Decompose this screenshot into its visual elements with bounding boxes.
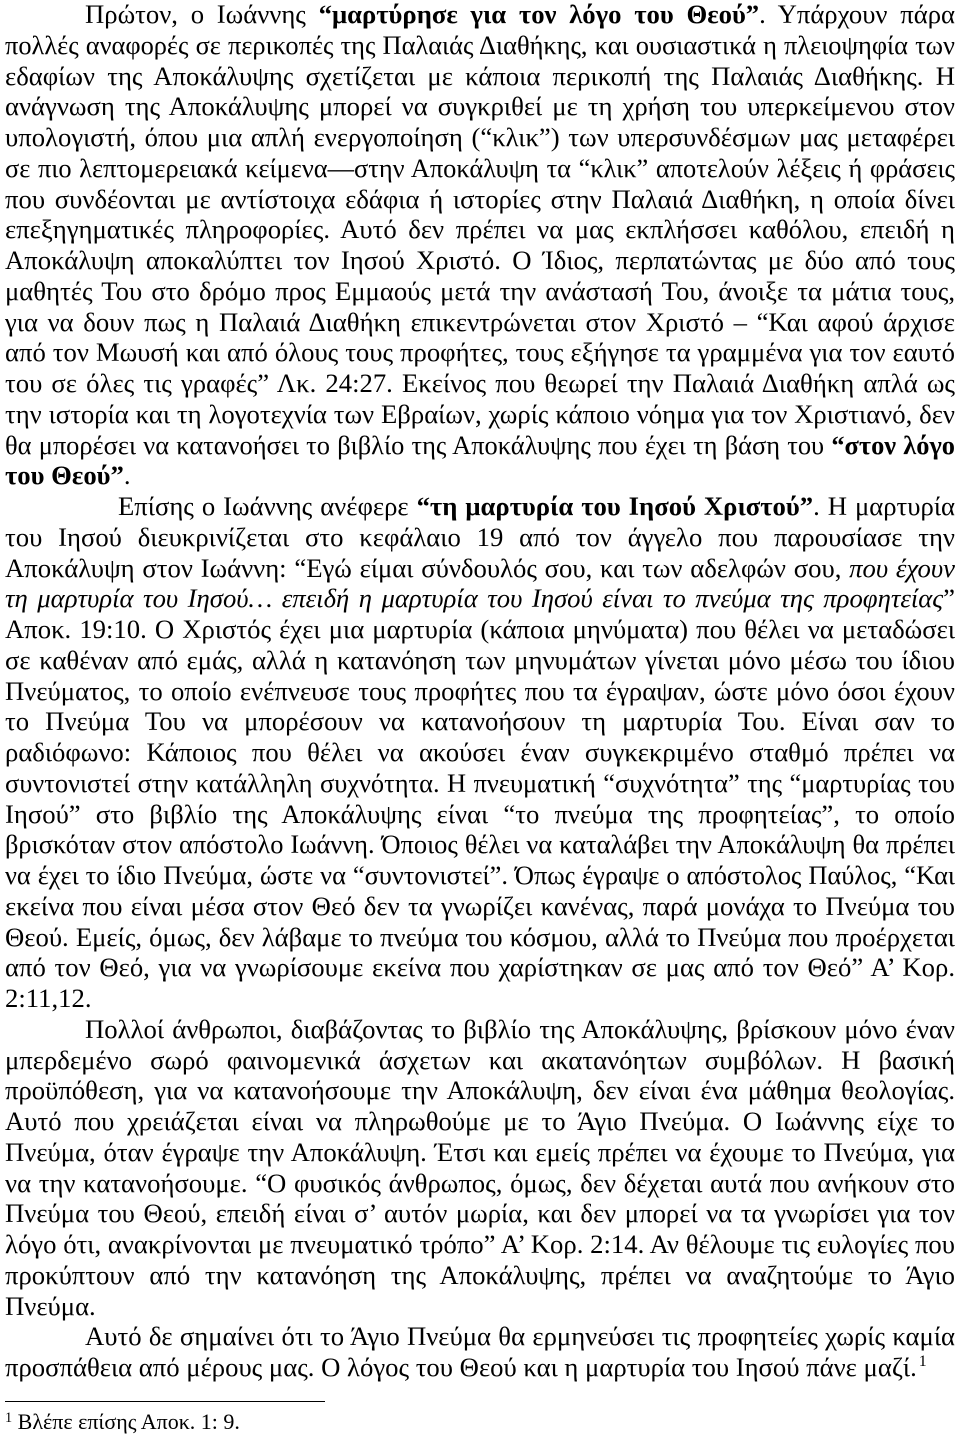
text-line [5,368,955,399]
text-line [5,768,955,799]
text-run: για να δουν πως η Παλαιά Διαθήκη επικεντρώνεται στον Χριστό – “Και αφού άρχισε [5,306,955,337]
text-run: Πρώτον, ο Ιωάννης [85,0,319,29]
text-run: ” [943,583,955,614]
text-run: βρισκόταν στον απόστολο Ιωάννη. Όποιος θέλει να καταλάβει την Αποκάλυψη θα πρέπει [5,829,955,860]
text-line [5,1106,955,1137]
text-line [5,952,955,983]
text-line [5,553,955,584]
text-line [5,922,955,953]
text-line [5,983,955,1014]
text-line [5,460,955,491]
text-run: Επίσης ο Ιωάννης ανέφερε [118,491,417,521]
text-run: από τον Μωυσή και από όλους τους προφήτες, τους εξήγησε τα γραμμένα για τον εαυτό [5,337,955,368]
bold-text: “τη μαρτυρία του Ιησού Χριστού” [416,491,814,521]
text-line [5,1291,955,1322]
text-line [5,829,955,860]
text-run: σε καθέναν από εμάς, αλλά η κατανόηση των μηνυμάτων γίνεται μόνο μέσω του ίδιου [5,644,955,675]
text-run: συντονιστεί στην κατάλληλη συχνότητα. Η πνευματική “συχνότητα” της “μαρτυρίας του [5,767,955,798]
text-line [5,61,955,92]
text-line [5,153,955,184]
text-line [5,91,955,122]
text-run: Πνεύμα. [5,1290,96,1321]
text-line [5,1352,955,1383]
text-line [5,1045,955,1076]
text-line [5,1137,955,1168]
paragraph [5,1321,955,1383]
text-run: . Υπάρχουν πάρα [759,0,955,29]
text-line [5,337,955,368]
text-line [5,1198,955,1229]
bold-text: “μαρτύρησε για τον λόγο του Θεού” [318,0,760,29]
text-run: που συνδέονται με αντίστοιχα εδάφια ή ιστορίες στην Παλαιά Διαθήκη, η οποία δίνει [5,183,955,214]
text-line [5,276,955,307]
footnote-reference: 1 [918,1353,927,1371]
text-run: του σε όλες τις γραφές” Λκ. 24:27. Εκείνος που θεωρεί την Παλαιά Διαθήκη απλά ως [5,368,955,398]
text-line [5,1229,955,1260]
text-run: πολλές αναφορές σε περικοπές της Παλαιάς Διαθήκης, και ουσιαστικά η πλειοψηφία των [5,29,955,60]
text-line [5,491,955,522]
text-run: Πνεύμα του Θεού, επειδή είναι σ’ αυτόν μωρία, και δεν μπορεί να τα γνωρίσει για τον [5,1198,955,1229]
text-line [5,522,955,553]
text-run: εκείνα που είναι μέσα στον Θεό δεν τα γνωρίζει κανένας, παρά μονάχα το Πνεύμα του [5,890,955,921]
text-run: να έχει το ίδιο Πνεύμα, ώστε να “συντονιστεί”. Όπως έγραψε ο απόστολος Παύλος, “Και [5,860,955,890]
text-run: ραδιόφωνο: Κάποιος που θέλει να ακούσει έναν συγκεκριμένο σταθμό πρέπει να [5,737,955,767]
text-line [5,214,955,245]
bold-text: “στον λόγο [831,429,956,460]
text-line [5,0,955,30]
text-run: Αποκάλυψη αποκαλύπτει τον Ιησού Χριστό. Ο Ίδιος, περπατώντας με δύο από τους [5,245,955,275]
text-run: Πνεύμα, όταν έγραψε την Αποκάλυψη. Έτσι και εμείς πρέπει να έχουμε το Πνεύμα, για [5,1136,955,1167]
text-run: Πνεύματος, το οποίο ενέπνευσε τους προφήτες που τα έγραψαν, ώστε μόνο όσοι έχουν [5,675,955,706]
text-run: προσπάθεια από μέρους μας. Ο λόγος του Θεού και η μαρτυρία του Ιησού πάνε μαζί. [5,1352,917,1382]
text-run: 2:11,12. [5,983,92,1013]
text-line [5,184,955,215]
text-run: από τον Θεό, για να γνωρίσουμε εκείνα που χαρίστηκαν σε μας από τον Θεό” Α’ Κορ. [5,952,955,983]
italic-text: τη μαρτυρία του Ιησού… επειδή η μαρτυρία του Ιησού είναι το πνεύμα της προφητείας [5,583,944,614]
text-line [5,430,955,461]
text-run: του Ιησού διευκρινίζεται στο κεφάλαιο 19 από τον άγγελο που παρουσίασε την [5,521,955,552]
footnote-separator [5,1401,325,1402]
text-run: σε πιο λεπτομερειακά κείμενα—στην Αποκάλυψη τα “κλικ” αποτελούν λέξεις ή φράσεις [5,152,955,183]
text-run: Αποκ. 19:10. Ο Χριστός έχει μια μαρτυρία (κάποια μηνύματα) που θέλει να μεταδώσει [5,614,955,644]
paragraph [5,1014,955,1322]
text-run: προϋπόθεση, για να κατανοήσουμε την Αποκάλυψη, δεν είναι ένα μάθημα θεολογίας. [5,1075,955,1106]
text-run: την ιστορία και τη λογοτεχνία των Εβραίων, χωρίς κάποιο νόημα για τον Χριστιανό, δεν [5,398,955,429]
text-run: Αυτό που χρειάζεται είναι να πληρωθούμε με το Άγιο Πνεύμα. Ο Ιωάννης είχε το [5,1106,955,1136]
text-run: εδαφίων της Αποκάλυψης σχετίζεται με κάποια περικοπή της Παλαιάς Διαθήκης. Η [5,60,955,91]
paragraph [5,0,955,491]
text-run: θα μπορέσει να κατανοήσει το βιβλίο της Αποκάλυψης που έχει τη βάση του [5,429,832,460]
text-line [5,614,955,645]
text-run: προκύπτουν από την κατανόηση της Αποκάλυψης, πρέπει να αναζητούμε το Άγιο [5,1259,955,1290]
text-run: Πολλοί άνθρωποι, διαβάζοντας το βιβλίο της Αποκάλυψης, βρίσκουν μόνο έναν [85,1013,955,1044]
text-line [5,30,955,61]
text-run: ανάγνωση της Αποκάλυψης μπορεί να συγκριθεί με τη χρήση του υπερκείμενου στον [5,91,955,122]
text-line [5,583,955,614]
bold-text: του Θεού” [5,460,124,491]
text-run: λόγο ότι, ανακρίνονται με πνευματικό τρόπο” Α’ Κορ. 2:14. Αν θέλουμε τις ευλογίες που [5,1229,955,1259]
text-line [5,122,955,153]
text-line [5,799,955,830]
italic-text: που έχουν [849,552,955,583]
text-line [5,1321,955,1352]
text-line [5,399,955,430]
text-line [5,1260,955,1291]
text-run: επεξηγηματικές πληροφορίες. Αυτό δεν πρέπει να μας εκπλήσσει καθόλου, επειδή η [5,214,955,245]
text-run: το Πνεύμα Του να μπορέσουν να κατανοήσουν τη μαρτυρία Του. Είναι σαν το [5,706,955,737]
text-line [5,860,955,891]
paragraph [5,491,955,1014]
text-run: Ιησού” στο βιβλίο της Αποκάλυψης είναι “το πνεύμα της προφητείας”, το οποίο [5,798,955,829]
text-line [5,245,955,276]
footnote [5,1409,955,1434]
footnote-marker: 1 [5,1409,13,1426]
text-run: . Η μαρτυρία [813,491,955,521]
text-line [5,706,955,737]
text-line [5,1014,955,1045]
text-run: να την κατανοήσουμε. “Ο φυσικός άνθρωπος, όμως, δεν δέχεται αυτά που ανήκουν στο [5,1167,955,1198]
text-run: υπολογιστή, όπου μια απλή ενεργοποίηση (“κλικ”) των υπερσυνδέσμων μας μεταφέρει [5,122,955,152]
text-line [5,307,955,338]
text-line [5,737,955,768]
text-line [5,1168,955,1199]
text-run: Θεού. Εμείς, όμως, δεν λάβαμε το πνεύμα του κόσμου, αλλά το Πνεύμα που προέρχεται [5,921,955,952]
text-line [5,676,955,707]
text-line [5,1075,955,1106]
text-run: . [123,460,131,491]
text-run: μαθητές Του στο δρόμο προς Εμμαούς μετά την ανάστασή Του, άνοιξε τα μάτια τους, [5,275,955,306]
text-run: Αποκάλυψη στον Ιωάννη: “Εγώ είμαι σύνδουλός σου, και των αδελφών σου, [5,552,850,583]
text-line [5,891,955,922]
text-run: μπερδεμένο σωρό φαινομενικά άσχετων και ακατανόητων συμβόλων. Η βασική [5,1044,955,1075]
text-run: Αυτό δε σημαίνει ότι το Άγιο Πνεύμα θα ερμηνεύσει τις προφητείες χωρίς καμία [85,1321,955,1352]
text-line [5,645,955,676]
footnote-text: Βλέπε επίσης Αποκ. 1: 9. [17,1409,240,1434]
document-body [5,0,955,1383]
